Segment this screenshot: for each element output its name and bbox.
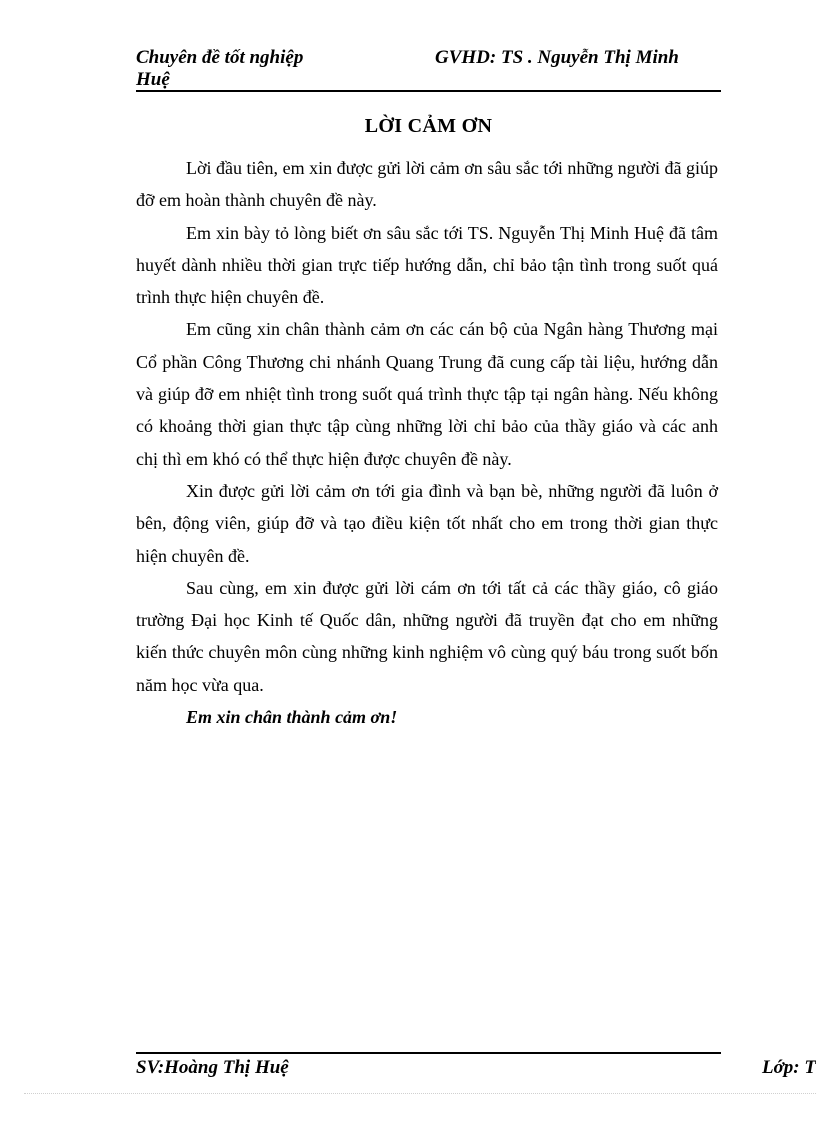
- paragraph: Sau cùng, em xin được gửi lời cám ơn tới tất cả các thầy giáo, cô giáo trường Đại học Kinh tế Quốc dân, những người đã truyền đạt cho em những kiến thức chuyên môn cùng những kinh nghiệm vô cùng quý báu trong suốt bốn năm học vừa qua.: [136, 577, 718, 695]
- header-course-title: Chuyên đề tốt nghiệp: [136, 47, 304, 68]
- acknowledgement-body: [136, 152, 718, 733]
- footer-class: Lớp: T: [762, 1057, 816, 1078]
- paragraph: Xin được gửi lời cảm ơn tới gia đình và bạn bè, những người đã luôn ở bên, động viên, giúp đỡ và tạo điều kiện tốt nhất cho em trong thời gian thực hiện chuyên đề.: [136, 480, 718, 566]
- header-supervisor: GVHD: TS . Nguyễn Thị Minh: [435, 47, 679, 68]
- footer-divider: [136, 1052, 721, 1054]
- closing-line: Em xin chân thành cảm ơn!: [186, 707, 398, 728]
- paragraph: Lời đầu tiên, em xin được gửi lời cảm ơn sâu sắc tới những người đã giúp đỡ em hoàn thành chuyên đề này.: [136, 158, 718, 211]
- paragraph: Em xin bày tỏ lòng biết ơn sâu sắc tới TS. Nguyễn Thị Minh Huệ đã tâm huyết dành nhiều thời gian trực tiếp hướng dẫn, chỉ bảo tận tình trong suốt quá trình thực hiện chuyên đề.: [136, 222, 718, 308]
- header-supervisor-continued: Huệ: [136, 69, 170, 90]
- page-title: LỜI CẢM ƠN: [364, 115, 493, 137]
- page-header: [136, 44, 721, 92]
- paragraph: Em cũng xin chân thành cảm ơn các cán bộ của Ngân hàng Thương mại Cổ phần Công Thương chi nhánh Quang Trung đã cung cấp tài liệu, hướng dẫn và giúp đỡ em nhiệt tình trong suốt quá trình thực tập tại ngân hàng. Nếu không có khoảng thời gian thực tập cùng những lời chỉ bảo của thầy giáo và các anh chị thì em khó có thể thực hiện được chuyên đề này.: [136, 319, 718, 469]
- page-bottom-divider: [24, 1093, 816, 1094]
- footer-student-name: SV:Hoàng Thị Huệ: [136, 1057, 289, 1078]
